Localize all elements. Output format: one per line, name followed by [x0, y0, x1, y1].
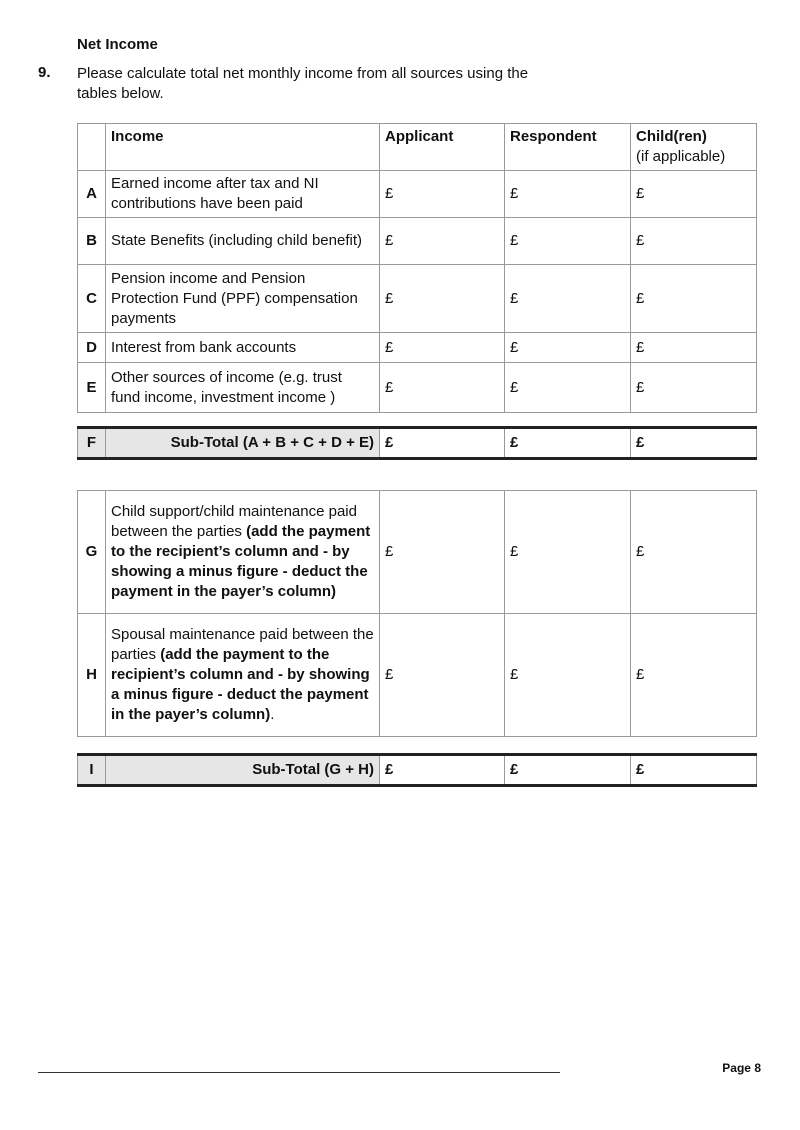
row-letter: C [78, 265, 106, 333]
applicant-amount-field[interactable]: £ [380, 491, 505, 614]
header-applicant: Applicant [380, 124, 505, 171]
page-number: Page 8 [722, 1061, 761, 1075]
applicant-amount-field[interactable]: £ [380, 171, 505, 218]
row-letter: A [78, 171, 106, 218]
header-children-label: Child(ren) [636, 128, 707, 145]
subtotal-letter: F [78, 428, 106, 459]
header-children-note: (if applicable) [636, 148, 726, 165]
children-amount-field[interactable]: £ [631, 491, 757, 614]
row-letter: H [78, 614, 106, 737]
row-label [106, 614, 380, 737]
subtotal-applicant-field[interactable]: £ [380, 755, 505, 786]
subtotal-f-table [77, 426, 757, 460]
children-amount-field[interactable]: £ [631, 218, 757, 265]
header-respondent: Respondent [505, 124, 631, 171]
applicant-amount-field[interactable]: £ [380, 333, 505, 363]
subtotal-applicant-field[interactable]: £ [380, 428, 505, 459]
respondent-amount-field[interactable]: £ [505, 171, 631, 218]
subtotal-label: Sub-Total (G + H) [106, 755, 380, 786]
income-table [77, 123, 757, 413]
table-row [78, 614, 757, 737]
question-text: Please calculate total net monthly income from all sources using the tables below. [77, 65, 529, 102]
children-amount-field[interactable]: £ [631, 614, 757, 737]
respondent-amount-field[interactable]: £ [505, 265, 631, 333]
row-label: Interest from bank accounts [106, 333, 380, 363]
row-label: Pension income and Pension Protection Fund (PPF) compensation payments [106, 265, 380, 333]
question-number: 9. [38, 64, 51, 81]
table-row [78, 333, 757, 363]
row-label-bold: (add the payment to the recipient’s column and - by showing a minus figure - deduct the payment in the payer’s column) [111, 523, 371, 600]
header-letter-cell [78, 124, 106, 171]
row-label-bold: (add the payment to the recipient’s column and - by showing a minus figure - deduct the payment in the payer’s column) [111, 646, 370, 723]
row-letter: D [78, 333, 106, 363]
row-label-plain: Spousal maintenance paid between the parties [111, 626, 374, 663]
subtotal-row [78, 755, 757, 786]
applicant-amount-field[interactable]: £ [380, 614, 505, 737]
row-letter: B [78, 218, 106, 265]
table-row [78, 491, 757, 614]
children-amount-field[interactable]: £ [631, 171, 757, 218]
row-label: Earned income after tax and NI contributions have been paid [106, 171, 380, 218]
respondent-amount-field[interactable]: £ [505, 218, 631, 265]
footer-divider [38, 1072, 560, 1073]
row-label [106, 491, 380, 614]
subtotal-respondent-field[interactable]: £ [505, 428, 631, 459]
table-row [78, 265, 757, 333]
applicant-amount-field[interactable]: £ [380, 265, 505, 333]
row-label: Other sources of income (e.g. trust fund income, investment income ) [106, 363, 380, 413]
row-label-tail: . [270, 706, 275, 723]
table-row [78, 363, 757, 413]
row-letter: E [78, 363, 106, 413]
applicant-amount-field[interactable]: £ [380, 363, 505, 413]
subtotal-i-table [77, 753, 757, 787]
table-row [78, 218, 757, 265]
table-row [78, 171, 757, 218]
subtotal-respondent-field[interactable]: £ [505, 755, 631, 786]
applicant-amount-field[interactable]: £ [380, 218, 505, 265]
section-title: Net Income [77, 36, 158, 53]
respondent-amount-field[interactable]: £ [505, 333, 631, 363]
subtotal-row [78, 428, 757, 459]
row-label-plain: Child support/child maintenance paid between the parties [111, 503, 357, 540]
income-table-header [78, 124, 757, 171]
maintenance-table [77, 490, 757, 737]
subtotal-children-field[interactable]: £ [631, 755, 757, 786]
subtotal-letter: I [78, 755, 106, 786]
row-label: State Benefits (including child benefit) [106, 218, 380, 265]
children-amount-field[interactable]: £ [631, 265, 757, 333]
children-amount-field[interactable]: £ [631, 333, 757, 363]
subtotal-label: Sub-Total (A + B + C + D + E) [106, 428, 380, 459]
children-amount-field[interactable]: £ [631, 363, 757, 413]
header-income: Income [106, 124, 380, 171]
respondent-amount-field[interactable]: £ [505, 614, 631, 737]
header-children [631, 124, 757, 171]
row-letter: G [78, 491, 106, 614]
respondent-amount-field[interactable]: £ [505, 363, 631, 413]
subtotal-children-field[interactable]: £ [631, 428, 757, 459]
respondent-amount-field[interactable]: £ [505, 491, 631, 614]
